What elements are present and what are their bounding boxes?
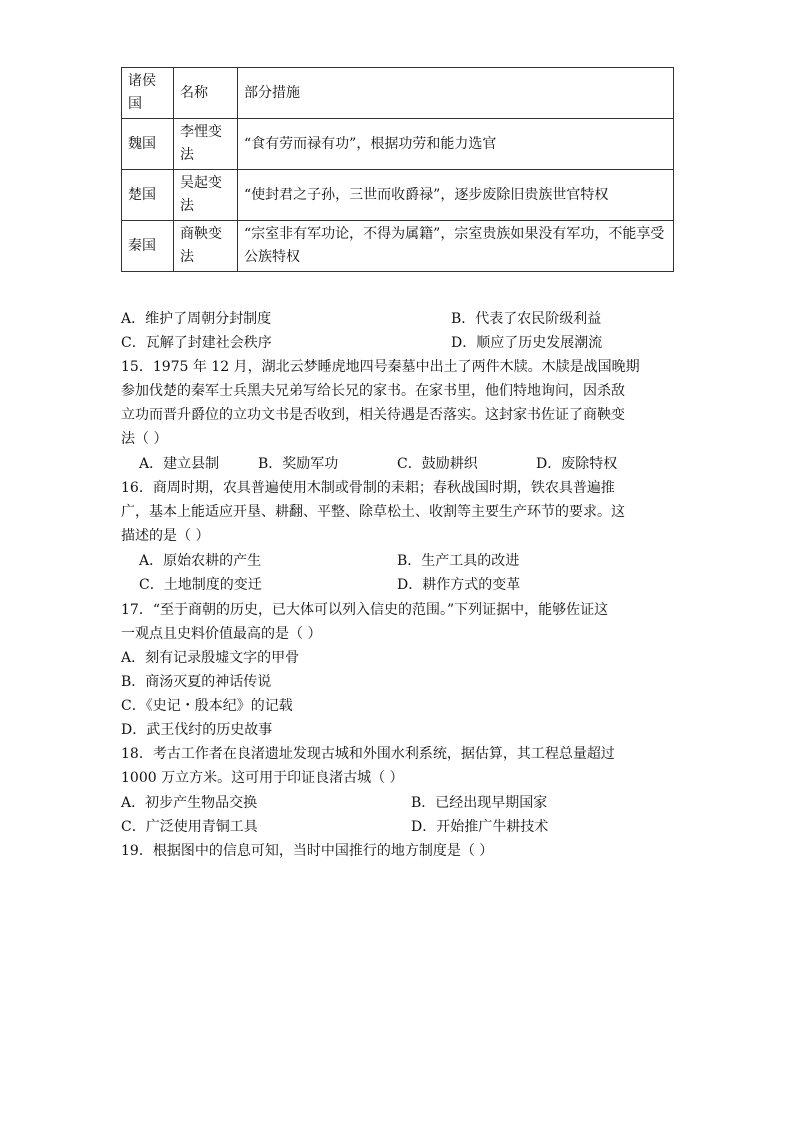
q14-option-b: B．代表了农民阶级利益	[451, 311, 602, 327]
q16-option-b: B．生产工具的改进	[397, 553, 520, 569]
table-cell: 商鞅变法	[174, 221, 238, 272]
q18-option-b: B．已经出现早期国家	[411, 795, 548, 811]
q14-option-c: C．瓦解了封建社会秩序	[121, 335, 272, 351]
header-cell-name: 名称	[174, 68, 238, 119]
q17-stem-line-1: 17．“至于商朝的历史，已大体可以列入信史的范围。”下列证据中，能够佐证这	[121, 602, 609, 618]
q15-stem-line-4: 法（ ）	[121, 431, 168, 447]
q17-stem-line-2: 一观点且史料价值最高的是（ ）	[121, 626, 322, 642]
table-row	[122, 170, 674, 221]
q17-option-a: A．刻有记录殷墟文字的甲骨	[121, 650, 300, 666]
q16-option-c: C．土地制度的变迁	[139, 577, 262, 593]
q16-option-d: D．耕作方式的变革	[397, 577, 521, 593]
table-cell: 楚国	[122, 170, 174, 221]
q17-option-c: C．《史记・殷本纪》的记载	[121, 698, 293, 714]
q15-option-d: D．废除特权	[536, 456, 618, 472]
q17-option-d: D．武王伐纣的历史故事	[121, 722, 273, 738]
q14-option-a: A．维护了周朝分封制度	[121, 311, 272, 327]
table-cell: 魏国	[122, 119, 174, 170]
q18-stem-line-1: 18．考古工作者在良渚遗址发现古城和外围水利系统，据估算，其工程总量超过	[121, 746, 615, 762]
q14-option-d: D．顺应了历史发展潮流	[451, 335, 603, 351]
q15-option-c: C．鼓励耕织	[397, 456, 478, 472]
q19-stem-line-1: 19．根据图中的信息可知，当时中国推行的地方制度是（ ）	[121, 843, 494, 859]
q15-option-b: B．奖励军功	[258, 456, 339, 472]
q16-stem-line-1: 16．商周时期，农具普遍使用木制或骨制的耒耜；春秋战国时期，铁农具普遍推	[121, 480, 615, 496]
header-cell-measures: 部分措施	[238, 68, 674, 119]
header-cell-state: 诸侯国	[122, 68, 174, 119]
q16-stem-line-2: 广，基本上能适应开垦、耕翻、平整、除草松土、收割等主要生产环节的要求。这	[121, 504, 625, 520]
q15-stem-line-3: 立功而晋升爵位的立功文书是否收到，相关待遇是否落实。这封家书佐证了商鞅变	[121, 407, 625, 423]
table-cell: 李悝变法	[174, 119, 238, 170]
table-cell: 吴起变法	[174, 170, 238, 221]
table-row	[122, 119, 674, 170]
q17-option-b: B．商汤灭夏的神话传说	[121, 674, 272, 690]
table-header-row	[122, 68, 674, 119]
table-cell: “宗室非有军功论，不得为属籍”，宗室贵族如果没有军功，不能享受公族特权	[238, 221, 674, 272]
q15-stem-line-1: 15．1975 年 12 月，湖北云梦睡虎地四号秦墓中出土了两件木牍。木牍是战国晚期	[121, 359, 640, 375]
q18-option-a: A．初步产生物品交换	[121, 795, 258, 811]
q16-stem-line-3: 描述的是（ ）	[121, 528, 210, 544]
table-cell: “使封君之子孙，三世而收爵禄”，逐步废除旧贵族世官特权	[238, 170, 674, 221]
q15-stem-line-2: 参加伐楚的秦军士兵黑夫兄弟写给长兄的家书。在家书里，他们特地询问，因杀敌	[121, 383, 625, 399]
q18-stem-line-2: 1000 万立方米。这可用于印证良渚古城（ ）	[121, 770, 404, 786]
q18-option-c: C．广泛使用青铜工具	[121, 819, 258, 835]
q16-option-a: A．原始农耕的产生	[139, 553, 262, 569]
reform-table	[121, 67, 674, 272]
table-row	[122, 221, 674, 272]
q18-option-d: D．开始推广牛耕技术	[411, 819, 549, 835]
table-cell: 秦国	[122, 221, 174, 272]
q15-option-a: A．建立县制	[139, 456, 220, 472]
table-cell: “食有劳而禄有功”，根据功劳和能力选官	[238, 119, 674, 170]
